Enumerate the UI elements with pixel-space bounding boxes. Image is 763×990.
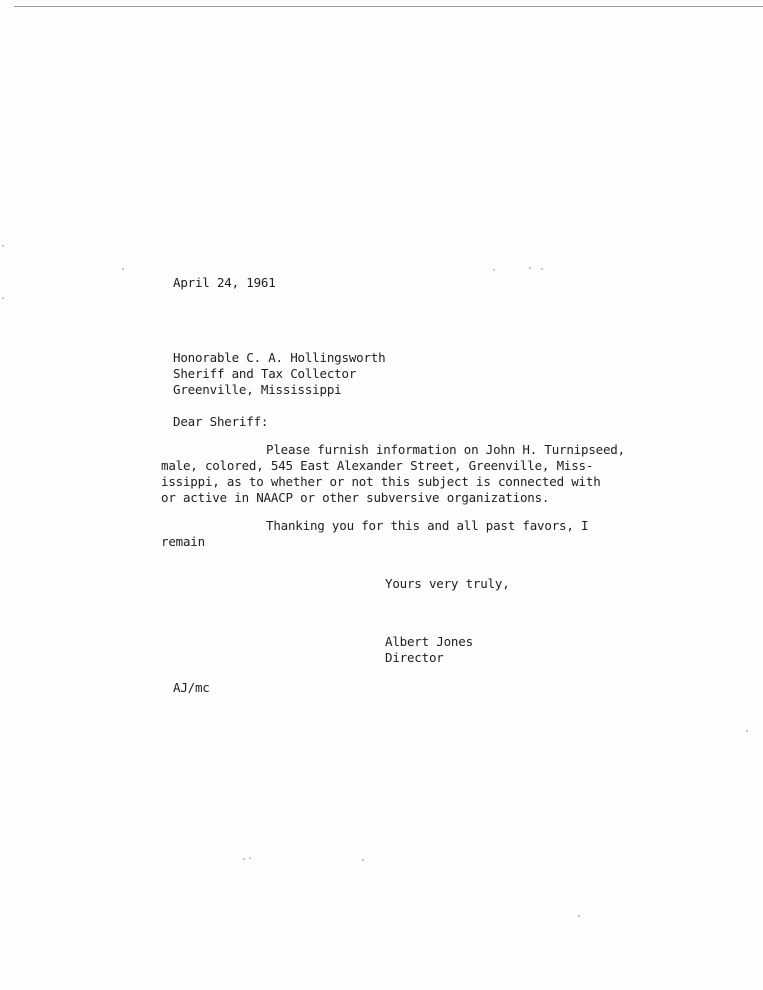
scan-speck	[243, 858, 245, 860]
signer-name: Albert Jones	[385, 634, 473, 649]
paragraph1-line2: male, colored, 545 East Alexander Street, Greenville, Miss-	[161, 458, 594, 473]
page-top-edge	[14, 6, 763, 7]
scan-speck	[362, 859, 364, 861]
signer-title: Director	[385, 650, 444, 665]
scan-speck	[746, 730, 748, 732]
scan-speck	[122, 268, 124, 270]
paragraph1-line1: Please furnish information on John H. Turnipseed,	[266, 442, 625, 457]
paragraph1-line4: or active in NAACP or other subversive organizations.	[161, 490, 550, 505]
scan-speck	[578, 915, 580, 917]
recipient-name: Honorable C. A. Hollingsworth	[173, 350, 386, 365]
recipient-location: Greenville, Mississippi	[173, 382, 342, 397]
scan-speck	[493, 269, 495, 271]
scan-speck	[541, 268, 543, 270]
paragraph2-line1: Thanking you for this and all past favors, I	[266, 518, 589, 533]
letter-date: April 24, 1961	[173, 275, 276, 290]
salutation: Dear Sheriff:	[173, 414, 269, 429]
scan-speck	[249, 857, 251, 859]
recipient-title: Sheriff and Tax Collector	[173, 366, 357, 381]
scan-speck	[529, 267, 531, 269]
closing: Yours very truly,	[385, 576, 510, 591]
paragraph2-line2: remain	[161, 534, 205, 549]
scan-speck	[2, 245, 4, 247]
paragraph1-line3: issippi, as to whether or not this subject is connected with	[161, 474, 601, 489]
scan-speck	[2, 297, 4, 299]
typist-initials: AJ/mc	[173, 680, 210, 695]
